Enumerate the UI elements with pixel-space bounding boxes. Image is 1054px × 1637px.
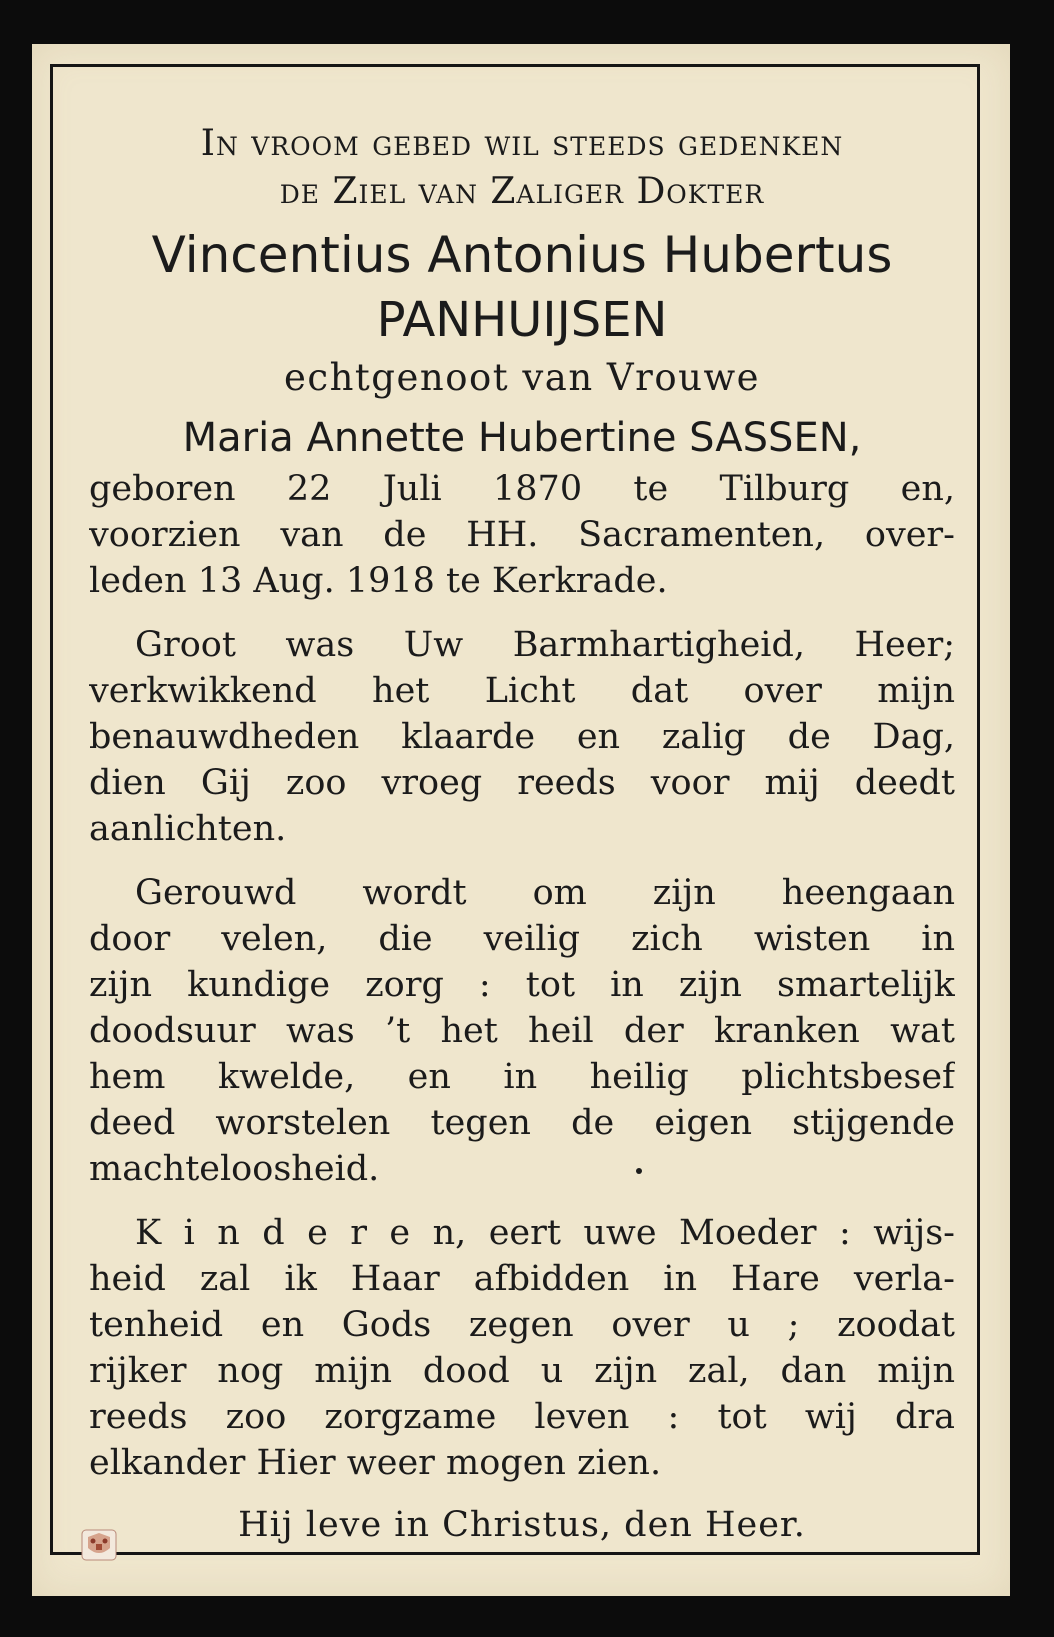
- spouse-name: Maria Annette Hubertine SASSEN,: [182, 415, 862, 461]
- paragraph3-line-4: rijker nog mijn dood u zijn zal, dan mijn: [89, 1351, 955, 1391]
- paragraph1-line-3: benauwdheden klaarde en zalig de Dag,: [89, 717, 955, 757]
- header-line-2: de Ziel van Zaliger Dokter: [279, 171, 765, 212]
- deceased-given-names: Vincentius Antonius Hubertus: [151, 226, 893, 284]
- paragraph1-line-4: dien Gij zoo vroeg reeds voor mij deedt: [89, 763, 955, 803]
- header-line-1: In vroom gebed wil steeds gedenken: [200, 123, 844, 164]
- biography-line-1: geboren 22 Juli 1870 te Tilburg en,: [89, 469, 955, 509]
- stray-dot: [636, 1168, 642, 1174]
- paragraph1-line-5: aanlichten.: [89, 809, 287, 849]
- card-text: [89, 120, 955, 1548]
- paragraph1-line-2: verkwikkend het Licht dat over mijn: [89, 671, 955, 711]
- spouse-intro: echtgenoot van Vrouwe: [283, 356, 761, 399]
- deceased-surname: PANHUIJSEN: [376, 292, 668, 348]
- paragraph2-line-2: door velen, die veilig zich wisten in: [89, 919, 955, 959]
- paragraph3-line-6: elkander Hier weer mogen zien.: [89, 1443, 662, 1483]
- coat-of-arms-icon: [80, 1528, 118, 1562]
- closing-line: Hij leve in Christus, den Heer.: [238, 1505, 806, 1545]
- paragraph2-line-1: Gerouwd wordt om zijn heengaan: [135, 873, 955, 913]
- paragraph2-line-4: doodsuur was ’t het heil der kranken wat: [89, 1011, 955, 1051]
- biography-line-3: leden 13 Aug. 1918 te Kerkrade.: [89, 561, 668, 601]
- paragraph2-line-5: hem kwelde, en in heilig plichtsbesef: [89, 1057, 955, 1097]
- paragraph2-line-7: machteloosheid.: [89, 1149, 380, 1189]
- paragraph3-line-5: reeds zoo zorgzame leven : tot wij dra: [89, 1397, 955, 1437]
- paragraph3-line-1: K i n d e r e n, eert uwe Moeder : wijs-: [135, 1213, 955, 1253]
- biography-line-2: voorzien van de HH. Sacramenten, over-: [89, 515, 955, 555]
- paragraph3-line-2: heid zal ik Haar afbidden in Hare verla-: [89, 1259, 955, 1299]
- paragraph1-line-1: Groot was Uw Barmhartigheid, Heer;: [135, 625, 955, 665]
- paragraph2-line-3: zijn kundige zorg : tot in zijn smartelijk: [89, 965, 955, 1005]
- paragraph2-line-6: deed worstelen tegen de eigen stijgende: [89, 1103, 955, 1143]
- memorial-card: [32, 44, 1010, 1596]
- paragraph3-line-3: tenheid en Gods zegen over u ; zoodat: [89, 1305, 955, 1345]
